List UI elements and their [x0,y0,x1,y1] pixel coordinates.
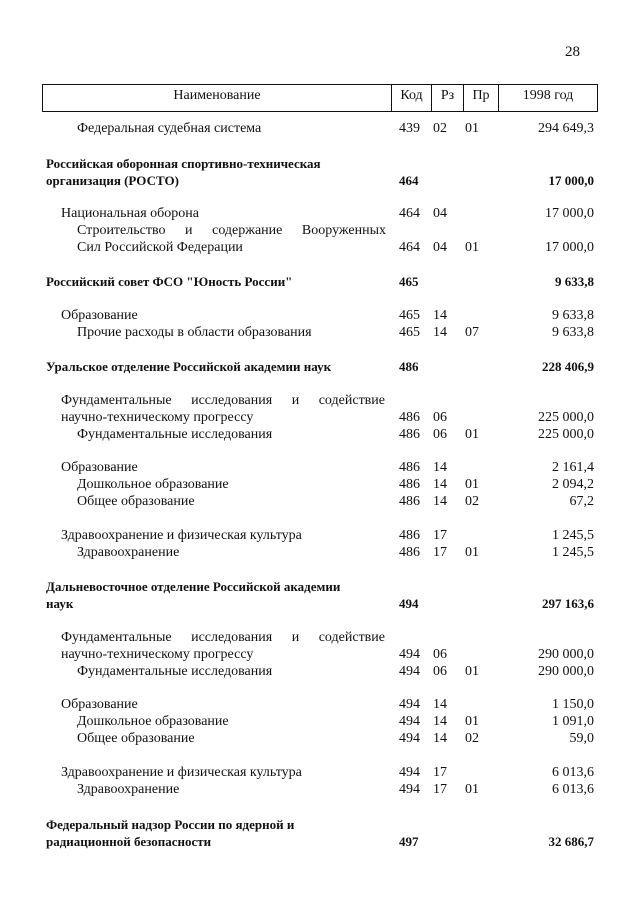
table-row [0,120,640,137]
row-name: Здравоохранение [77,545,180,560]
row-kod: 486 [399,427,420,442]
row-name: Прочие расходы в области образования [77,325,312,340]
row-rz: 17 [433,765,447,780]
row-amount: 1 150,0 [552,697,594,712]
table-row [0,426,640,443]
row-name: Здравоохранение [77,782,180,797]
row-amount: 59,0 [569,731,594,746]
header-rz: Рз [431,85,463,111]
row-pr: 01 [465,427,479,442]
row-kod: 486 [399,460,420,475]
row-kod: 486 [399,477,420,492]
row-kod: 494 [399,714,420,729]
table-row [0,409,640,426]
header-name: Наименование [173,88,261,103]
row-amount: 2 161,4 [552,460,594,475]
row-name: научно-техническому прогрессу [61,647,254,662]
row-amount: 2 094,2 [552,477,594,492]
row-pr: 07 [465,325,479,340]
table-row [0,205,640,222]
row-name: Строительство и содержание Вооруженных [77,223,386,238]
table-row [0,595,640,612]
row-amount: 1 245,5 [552,528,594,543]
table-row [0,833,640,850]
row-name: Общее образование [77,731,195,746]
row-name: Образование [61,308,138,323]
table-row [0,459,640,476]
row-kod: 486 [399,494,420,509]
table-row [0,222,640,239]
row-kod: 486 [399,545,420,560]
table-row [0,713,640,730]
row-name: научно-техническому прогрессу [61,410,254,425]
row-amount: 225 000,0 [538,427,594,442]
row-name: Здравоохранение и физическая культура [61,765,302,780]
row-kod: 464 [399,173,419,188]
row-pr: 02 [465,494,479,509]
row-amount: 9 633,8 [552,325,594,340]
header-pr: Пр [463,85,498,111]
row-rz: 14 [433,714,447,729]
row-rz: 04 [433,240,447,255]
row-name: организация (РОСТО) [46,173,179,188]
row-kod: 494 [399,664,420,679]
row-amount: 290 000,0 [538,647,594,662]
table-row [0,476,640,493]
header-year: 1998 год [498,85,597,111]
row-rz: 06 [433,410,447,425]
row-kod: 494 [399,697,420,712]
row-rz: 14 [433,308,447,323]
table-row [0,392,640,409]
row-name: Фундаментальные исследования и содействие [61,630,385,645]
row-amount: 225 000,0 [538,410,594,425]
row-kod: 439 [399,121,420,136]
row-amount: 32 686,7 [548,834,594,849]
row-kod: 465 [399,325,420,340]
row-name: Дошкольное образование [77,714,229,729]
row-kod: 464 [399,206,420,221]
row-amount: 17 000,0 [545,240,594,255]
row-amount: 17 000,0 [545,206,594,221]
row-pr: 01 [465,782,479,797]
row-rz: 14 [433,494,447,509]
row-amount: 290 000,0 [538,664,594,679]
row-name: Образование [61,460,138,475]
row-amount: 17 000,0 [548,173,594,188]
row-pr: 01 [465,240,479,255]
row-name: Российская оборонная спортивно-техническая [46,156,321,171]
row-name: Фундаментальные исследования [77,664,273,679]
table-row [0,307,640,324]
table-row [0,629,640,646]
row-name: Федеральный надзор России по ядерной и [46,817,295,832]
row-name: Национальная оборона [61,206,199,221]
row-kod: 486 [399,410,420,425]
row-rz: 04 [433,206,447,221]
row-rz: 06 [433,664,447,679]
page-number: 28 [565,44,580,60]
row-pr: 01 [465,545,479,560]
row-name: Фундаментальные исследования и содействие [61,393,385,408]
table-row [0,544,640,561]
row-amount: 294 649,3 [538,121,594,136]
table-row [0,273,640,290]
row-kod: 494 [399,647,420,662]
row-name: Общее образование [77,494,195,509]
table-row [0,730,640,747]
row-rz: 17 [433,545,447,560]
row-rz: 06 [433,647,447,662]
row-kod: 497 [399,834,419,849]
row-rz: 14 [433,697,447,712]
row-rz: 17 [433,782,447,797]
row-amount: 67,2 [569,494,594,509]
row-rz: 14 [433,477,447,492]
row-name: наук [46,596,74,611]
row-kod: 486 [399,359,419,374]
table-row [0,696,640,713]
row-rz: 14 [433,460,447,475]
table-row [0,239,640,256]
row-name: Уральское отделение Российской академии наук [46,359,332,374]
table-row [0,781,640,798]
row-pr: 01 [465,664,479,679]
row-kod: 486 [399,528,420,543]
row-name: Федеральная судебная система [77,121,262,136]
header-kod: Код [391,85,431,111]
row-kod: 494 [399,731,420,746]
row-amount: 9 633,8 [555,274,594,289]
row-amount: 297 163,6 [542,596,594,611]
row-kod: 494 [399,596,419,611]
row-kod: 494 [399,782,420,797]
row-pr: 01 [465,477,479,492]
row-rz: 14 [433,731,447,746]
table-row [0,646,640,663]
row-amount: 9 633,8 [552,308,594,323]
row-name: Сил Российской Федерации [77,240,243,255]
row-amount: 6 013,6 [552,782,594,797]
row-amount: 228 406,9 [542,359,594,374]
row-name: Здравоохранение и физическая культура [61,528,302,543]
row-name: Дошкольное образование [77,477,229,492]
row-rz: 17 [433,528,447,543]
table-row [0,172,640,189]
table-header [42,84,598,112]
row-name: Образование [61,697,138,712]
row-rz: 06 [433,427,447,442]
table-row [0,358,640,375]
row-amount: 1 245,5 [552,545,594,560]
row-pr: 02 [465,731,479,746]
table-row [0,155,640,172]
row-pr: 01 [465,121,479,136]
row-pr: 01 [465,714,479,729]
row-amount: 6 013,6 [552,765,594,780]
row-kod: 464 [399,240,420,255]
table-row [0,493,640,510]
row-rz: 14 [433,325,447,340]
table-row [0,527,640,544]
row-name: радиационной безопасности [46,834,212,849]
row-name: Фундаментальные исследования [77,427,273,442]
table-row [0,324,640,341]
table-row [0,578,640,595]
table-row [0,663,640,680]
row-kod: 465 [399,308,420,323]
row-rz: 02 [433,121,447,136]
row-kod: 465 [399,274,419,289]
table-row [0,764,640,781]
table-row [0,816,640,833]
row-kod: 494 [399,765,420,780]
row-name: Российский совет ФСО "Юность России" [46,274,293,289]
row-name: Дальневосточное отделение Российской академии [46,579,341,594]
row-amount: 1 091,0 [552,714,594,729]
